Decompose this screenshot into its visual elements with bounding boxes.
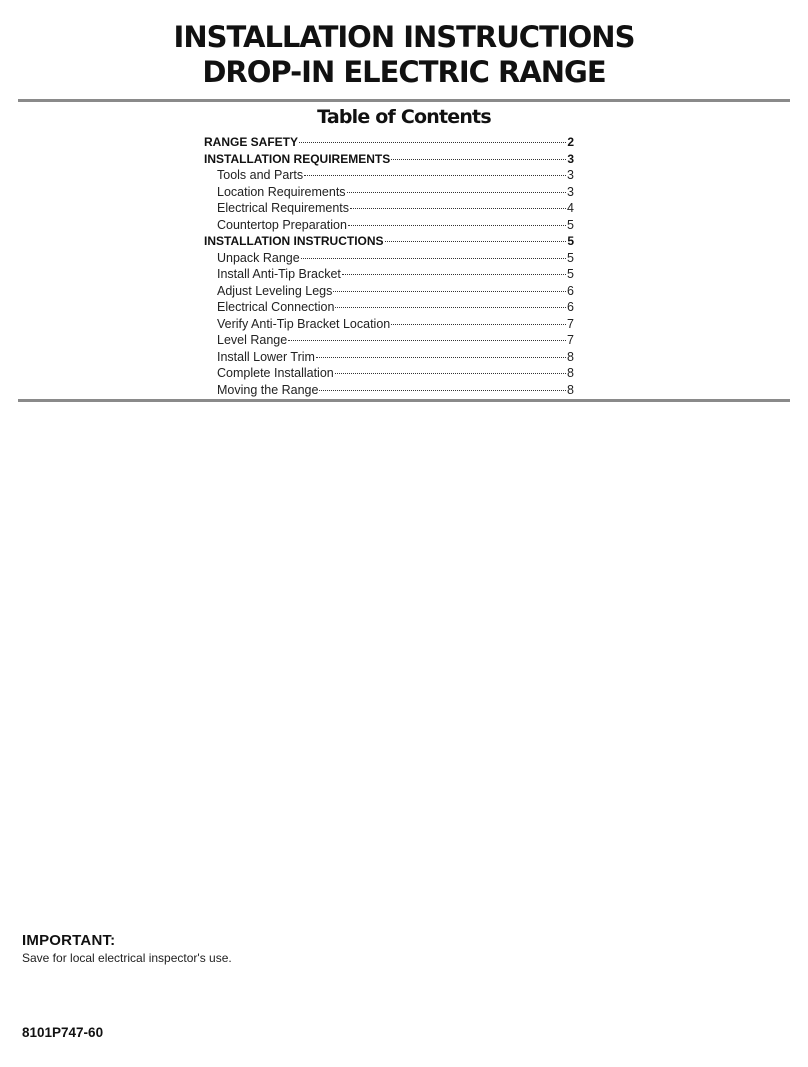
- toc-entry-location-requirements[interactable]: [204, 184, 574, 201]
- dot-leader: [301, 258, 566, 259]
- important-note: Save for local electrical inspector's use.: [22, 951, 232, 965]
- top-divider: [18, 99, 790, 102]
- dot-leader: [347, 192, 567, 193]
- toc-entry-page: 5: [567, 250, 574, 265]
- toc-entry-label: INSTALLATION INSTRUCTIONS: [204, 234, 384, 248]
- toc-entry-unpack-range[interactable]: [204, 250, 574, 267]
- toc-entry-label: Tools and Parts: [217, 168, 304, 182]
- toc-entry-page: 5: [567, 217, 574, 232]
- dot-leader: [316, 357, 566, 358]
- toc-entry-tools-and-parts[interactable]: [204, 167, 574, 184]
- toc-entry-label: Install Anti-Tip Bracket: [217, 267, 341, 281]
- dot-leader: [348, 225, 566, 226]
- toc-entry-label: INSTALLATION REQUIREMENTS: [204, 151, 391, 166]
- toc-entry-label: Unpack Range: [217, 250, 300, 265]
- bottom-divider: [18, 399, 790, 402]
- toc-entry-page: 8: [567, 366, 574, 380]
- toc-entry-page: 5: [567, 267, 574, 281]
- dot-leader: [319, 390, 566, 391]
- title-line-1: INSTALLATION INSTRUCTIONS: [173, 20, 635, 54]
- dot-leader: [333, 291, 566, 292]
- dot-leader: [350, 208, 566, 209]
- toc-entry-label: Complete Installation: [217, 366, 334, 380]
- toc-entry-installation-requirements[interactable]: [204, 151, 574, 168]
- toc-entry-page: 3: [567, 184, 574, 199]
- toc-entry-page: 6: [567, 283, 574, 298]
- dot-leader: [304, 175, 566, 176]
- dot-leader: [335, 307, 566, 308]
- toc-entry-label: Electrical Connection: [217, 300, 335, 314]
- table-of-contents: [204, 134, 574, 398]
- toc-entry-electrical-requirements[interactable]: [204, 200, 574, 217]
- toc-entry-range-safety[interactable]: [204, 134, 574, 151]
- toc-entry-adjust-leveling-legs[interactable]: [204, 283, 574, 300]
- dot-leader: [391, 324, 566, 325]
- toc-entry-level-range[interactable]: [204, 332, 574, 349]
- dot-leader: [299, 142, 566, 143]
- toc-entry-label: Verify Anti-Tip Bracket Location: [217, 316, 391, 331]
- important-heading: IMPORTANT:: [22, 932, 116, 949]
- toc-entry-complete-installation[interactable]: [204, 365, 574, 382]
- toc-entry-label: Install Lower Trim: [217, 349, 315, 364]
- toc-entry-page: 3: [567, 151, 574, 166]
- toc-entry-install-lower-trim[interactable]: [204, 349, 574, 366]
- document-title: [0, 20, 808, 90]
- toc-entry-page: 3: [567, 168, 574, 182]
- title-line-2: DROP-IN ELECTRIC RANGE: [202, 55, 606, 89]
- toc-entry-page: 7: [567, 316, 574, 331]
- toc-heading: Table of Contents: [317, 106, 491, 128]
- toc-entry-moving-the-range[interactable]: [204, 382, 574, 399]
- toc-entry-label: Countertop Preparation: [217, 217, 347, 232]
- toc-entry-page: 2: [567, 135, 574, 149]
- dot-leader: [288, 340, 566, 341]
- toc-entry-page: 8: [567, 349, 574, 364]
- toc-entry-countertop-preparation[interactable]: [204, 217, 574, 234]
- dot-leader: [342, 274, 566, 275]
- dot-leader: [391, 159, 566, 160]
- dot-leader: [385, 241, 567, 242]
- toc-entry-page: 4: [567, 201, 574, 215]
- toc-entry-install-anti-tip-bracket[interactable]: [204, 266, 574, 283]
- toc-entry-electrical-connection[interactable]: [204, 299, 574, 316]
- toc-entry-label: Adjust Leveling Legs: [217, 283, 333, 298]
- toc-entry-label: Moving the Range: [217, 382, 319, 397]
- toc-entry-page: 6: [567, 300, 574, 314]
- toc-entry-page: 8: [567, 382, 574, 397]
- document-number: 8101P747-60: [22, 1025, 104, 1040]
- toc-entry-installation-instructions[interactable]: [204, 233, 574, 250]
- dot-leader: [335, 373, 566, 374]
- toc-entry-page: 7: [567, 333, 574, 347]
- toc-entry-page: 5: [567, 234, 574, 248]
- toc-entry-verify-anti-tip-bracket-location[interactable]: [204, 316, 574, 333]
- toc-entry-label: RANGE SAFETY: [204, 135, 299, 149]
- toc-entry-label: Location Requirements: [217, 184, 346, 199]
- toc-entry-label: Electrical Requirements: [217, 201, 349, 215]
- toc-entry-label: Level Range: [217, 333, 288, 347]
